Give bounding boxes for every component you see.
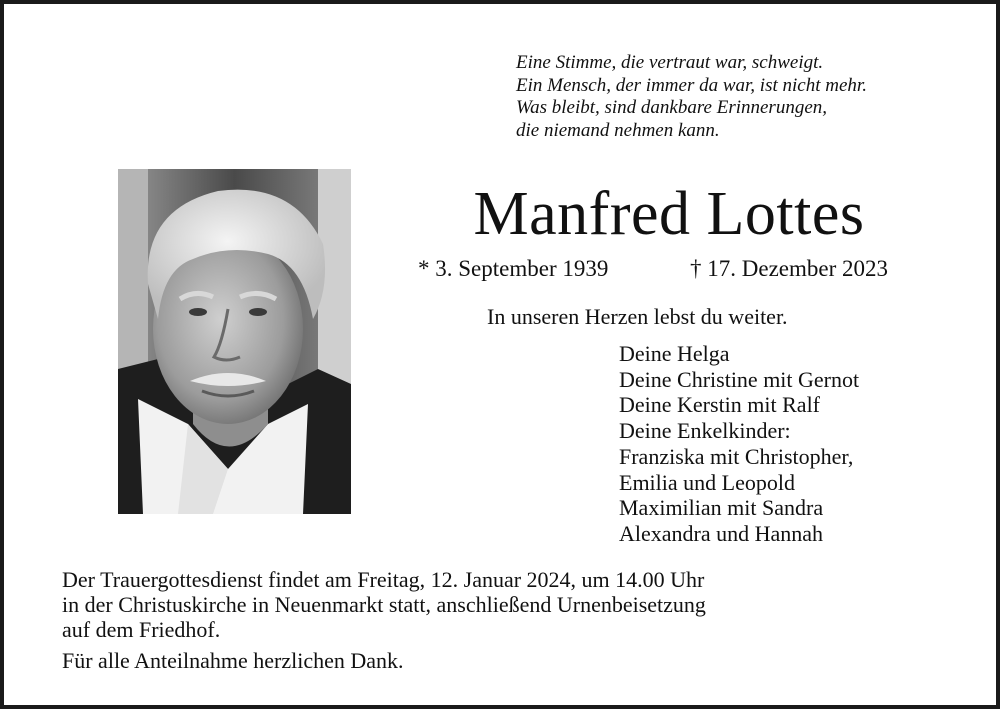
- funeral-service-info: [62, 567, 706, 642]
- poem-line: Eine Stimme, die vertraut war, schweigt.: [516, 52, 824, 73]
- portrait-photo: [118, 169, 351, 514]
- poem-line: Ein Mensch, der immer da war, ist nicht mehr.: [516, 74, 867, 96]
- poem-line: Was bleibt, sind dankbare Erinnerungen,: [516, 97, 828, 118]
- mourner-line: Deine Kerstin mit Ralf: [619, 392, 821, 418]
- mourner-line: Franziska mit Christopher,: [619, 443, 854, 469]
- mourner-line: Alexandra und Hannah: [619, 520, 824, 546]
- deceased-name: Manfred Lottes: [473, 180, 865, 248]
- death-date: † 17. Dezember 2023: [690, 256, 888, 281]
- mourner-line: Deine Helga: [619, 341, 730, 366]
- thanks-note: Für alle Anteilnahme herzlichen Dank.: [62, 648, 404, 673]
- memorial-poem: [516, 52, 867, 142]
- mourner-line: Emilia und Leopold: [619, 469, 795, 495]
- mourner-line: Deine Christine mit Gernot: [619, 366, 860, 392]
- service-line: auf dem Friedhof.: [62, 617, 221, 642]
- birth-date: * 3. September 1939: [418, 256, 609, 281]
- memorial-motto: In unseren Herzen lebst du weiter.: [487, 304, 788, 329]
- service-line: Der Trauergottesdienst findet am Freitag, 12. Januar 2024, um 14.00 Uhr: [62, 567, 705, 592]
- poem-line: die niemand nehmen kann.: [516, 119, 720, 141]
- mourner-line: Deine Enkelkinder:: [619, 418, 791, 444]
- service-line: in der Christuskirche in Neuenmarkt statt, anschließend Urnenbeisetzung: [62, 592, 706, 617]
- mourner-line: Maximilian mit Sandra: [619, 495, 824, 521]
- mourners-list: [619, 341, 859, 547]
